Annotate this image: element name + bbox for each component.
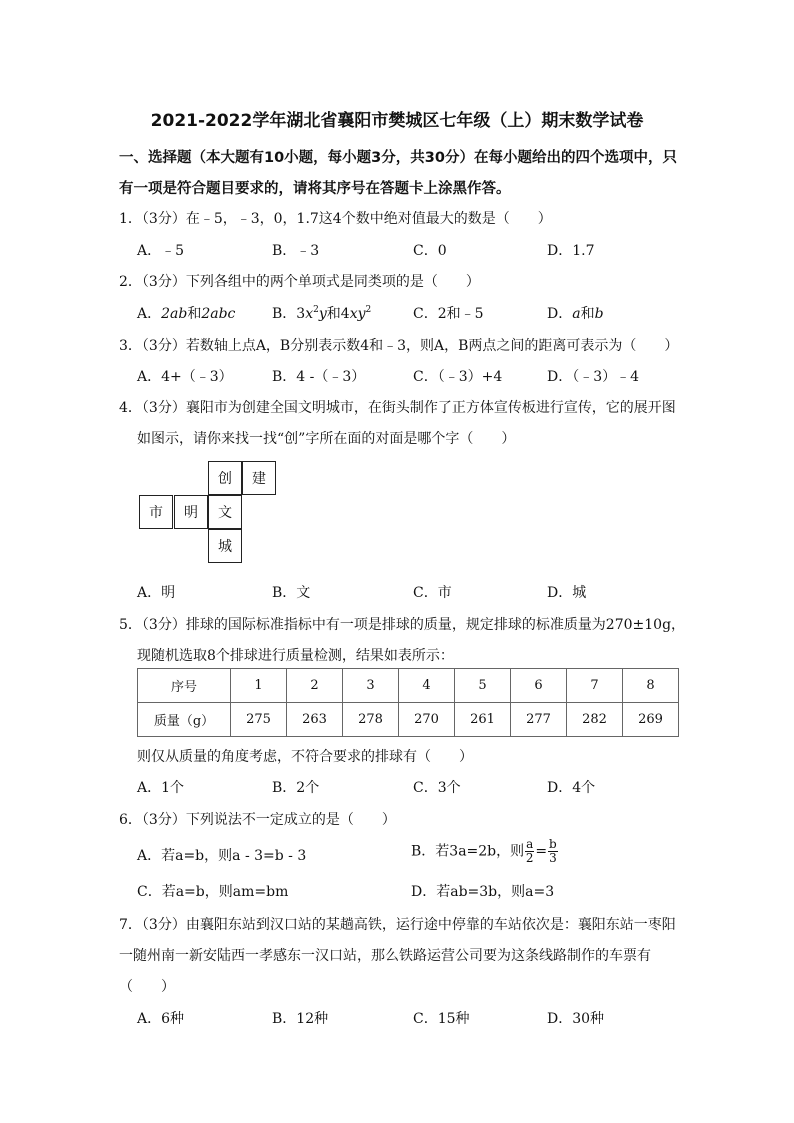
q7-option-d: D．30种 xyxy=(547,1011,605,1027)
net-face-chuang: 创 xyxy=(208,461,242,495)
table-row xyxy=(138,703,679,737)
table-cell: 263 xyxy=(287,703,343,737)
q1-option-c: C．0 xyxy=(413,243,447,259)
table-cell: 277 xyxy=(511,703,567,737)
mass-table xyxy=(137,668,679,737)
table-cell: 275 xyxy=(231,703,287,737)
q7-option-a: A．6种 xyxy=(137,1011,185,1027)
fraction-a-over-2: $\frac{a}{2}$ xyxy=(525,837,534,865)
cube-net-figure xyxy=(139,461,279,565)
q3-option-a: A．4+（﹣3） xyxy=(137,369,233,385)
q3-option-b: B．4 -（﹣3） xyxy=(272,369,366,385)
table-header-cell: 序号 xyxy=(138,669,231,703)
q5-option-a: A．1个 xyxy=(137,780,185,796)
q2-option-c: C．2和﹣5 xyxy=(413,306,484,322)
q4-option-a: A．明 xyxy=(137,585,176,601)
q1-option-a: A．﹣5 xyxy=(137,243,185,259)
table-cell: 282 xyxy=(567,703,623,737)
net-face-cheng: 城 xyxy=(208,529,242,563)
table-cell: 270 xyxy=(399,703,455,737)
question-3: 3．（3分）若数轴上点A，B分别表示数4和﹣3，则A，B两点之间的距离可表示为（ ） xyxy=(119,338,679,354)
question-4-line1: 4．（3分）襄阳市为创建全国文明城市，在街头制作了正方体宣传板进行宣传，它的展开图 xyxy=(119,400,676,416)
question-1: 1．（3分）在﹣5，﹣3，0，1.7这4个数中绝对值最大的数是（ ） xyxy=(119,211,552,227)
q2-option-a: A．2ab和2abc xyxy=(137,306,236,322)
table-cell: 261 xyxy=(455,703,511,737)
q4-option-d: D．城 xyxy=(547,585,587,601)
q1-option-b: B．﹣3 xyxy=(272,243,320,259)
question-7-line2: 一随州南一新安陆西一孝感东一汉口站，那么铁路运营公司要为这条线路制作的车票有 xyxy=(119,948,651,964)
q4-option-b: B．文 xyxy=(272,585,311,601)
net-face-shi: 市 xyxy=(139,495,173,529)
question-4-line2: 如图示，请你来找一找“创”字所在面的对面是哪个字（ ） xyxy=(137,431,516,447)
q6-option-d: D．若ab=3b，则a=3 xyxy=(411,884,555,900)
table-cell: 3 xyxy=(343,669,399,703)
table-cell: 1 xyxy=(231,669,287,703)
table-row xyxy=(138,669,679,703)
q7-option-c: C．15种 xyxy=(413,1011,470,1027)
question-7-line1: 7．（3分）由襄阳东站到汉口站的某趟高铁，运行途中停靠的车站依次是：襄阳东站一枣阳 xyxy=(119,917,676,933)
question-2: 2．（3分）下列各组中的两个单项式是同类项的是（ ） xyxy=(119,274,480,290)
section-heading-line2: 有一项是符合题目要求的，请将其序号在答题卡上涂黑作答。 xyxy=(119,181,511,197)
net-face-ming: 明 xyxy=(174,495,208,529)
table-cell: 4 xyxy=(399,669,455,703)
table-cell: 278 xyxy=(343,703,399,737)
paper-title: 2021-2022学年湖北省襄阳市樊城区七年级（上）期末数学试卷 xyxy=(150,111,644,131)
question-5-line2: 现随机选取8个排球进行质量检测，结果如表所示： xyxy=(137,648,454,664)
q6-option-b: B．若3a=2b，则 $\frac{a}{2}$ = $\frac{b}{3}$ xyxy=(411,837,557,865)
q5-option-d: D．4个 xyxy=(547,780,596,796)
net-face-wen: 文 xyxy=(208,495,242,529)
question-5-line3: 则仅从质量的角度考虑，不符合要求的排球有（ ） xyxy=(137,749,473,765)
q1-option-d: D．1.7 xyxy=(547,243,595,259)
table-cell: 6 xyxy=(511,669,567,703)
q2-option-d: D．a和b xyxy=(547,306,604,322)
table-cell: 269 xyxy=(623,703,679,737)
question-6: 6．（3分）下列说法不一定成立的是（ ） xyxy=(119,812,396,828)
q6-option-a: A．若a=b，则a - 3=b - 3 xyxy=(137,848,307,864)
net-face-jian: 建 xyxy=(242,461,276,495)
q4-option-c: C．市 xyxy=(413,585,452,601)
q6-option-c: C．若a=b，则am=bm xyxy=(137,884,289,900)
q5-option-b: B．2个 xyxy=(272,780,320,796)
table-cell: 5 xyxy=(455,669,511,703)
table-cell: 2 xyxy=(287,669,343,703)
q3-option-c: C．（﹣3）+4 xyxy=(413,369,503,385)
q7-option-b: B．12种 xyxy=(272,1011,329,1027)
table-cell: 8 xyxy=(623,669,679,703)
question-5-line1: 5．（3分）排球的国际标准指标中有一项是排球的质量，规定排球的标准质量为270±10g， xyxy=(119,617,686,633)
q2-option-b: B．$3x^2y$和$4xy^2$ xyxy=(272,305,372,322)
question-7-line3: （ ） xyxy=(119,979,175,995)
q3-option-d: D．（﹣3）﹣4 xyxy=(547,369,640,385)
q5-option-c: C．3个 xyxy=(413,780,461,796)
table-cell: 7 xyxy=(567,669,623,703)
fraction-b-over-3: $\frac{b}{3}$ xyxy=(549,837,557,865)
section-heading-line1: 一、选择题（本大题有10小题，每小题3分，共30分）在每小题给出的四个选项中，只 xyxy=(119,150,677,166)
table-header-cell: 质量（g） xyxy=(138,703,231,737)
